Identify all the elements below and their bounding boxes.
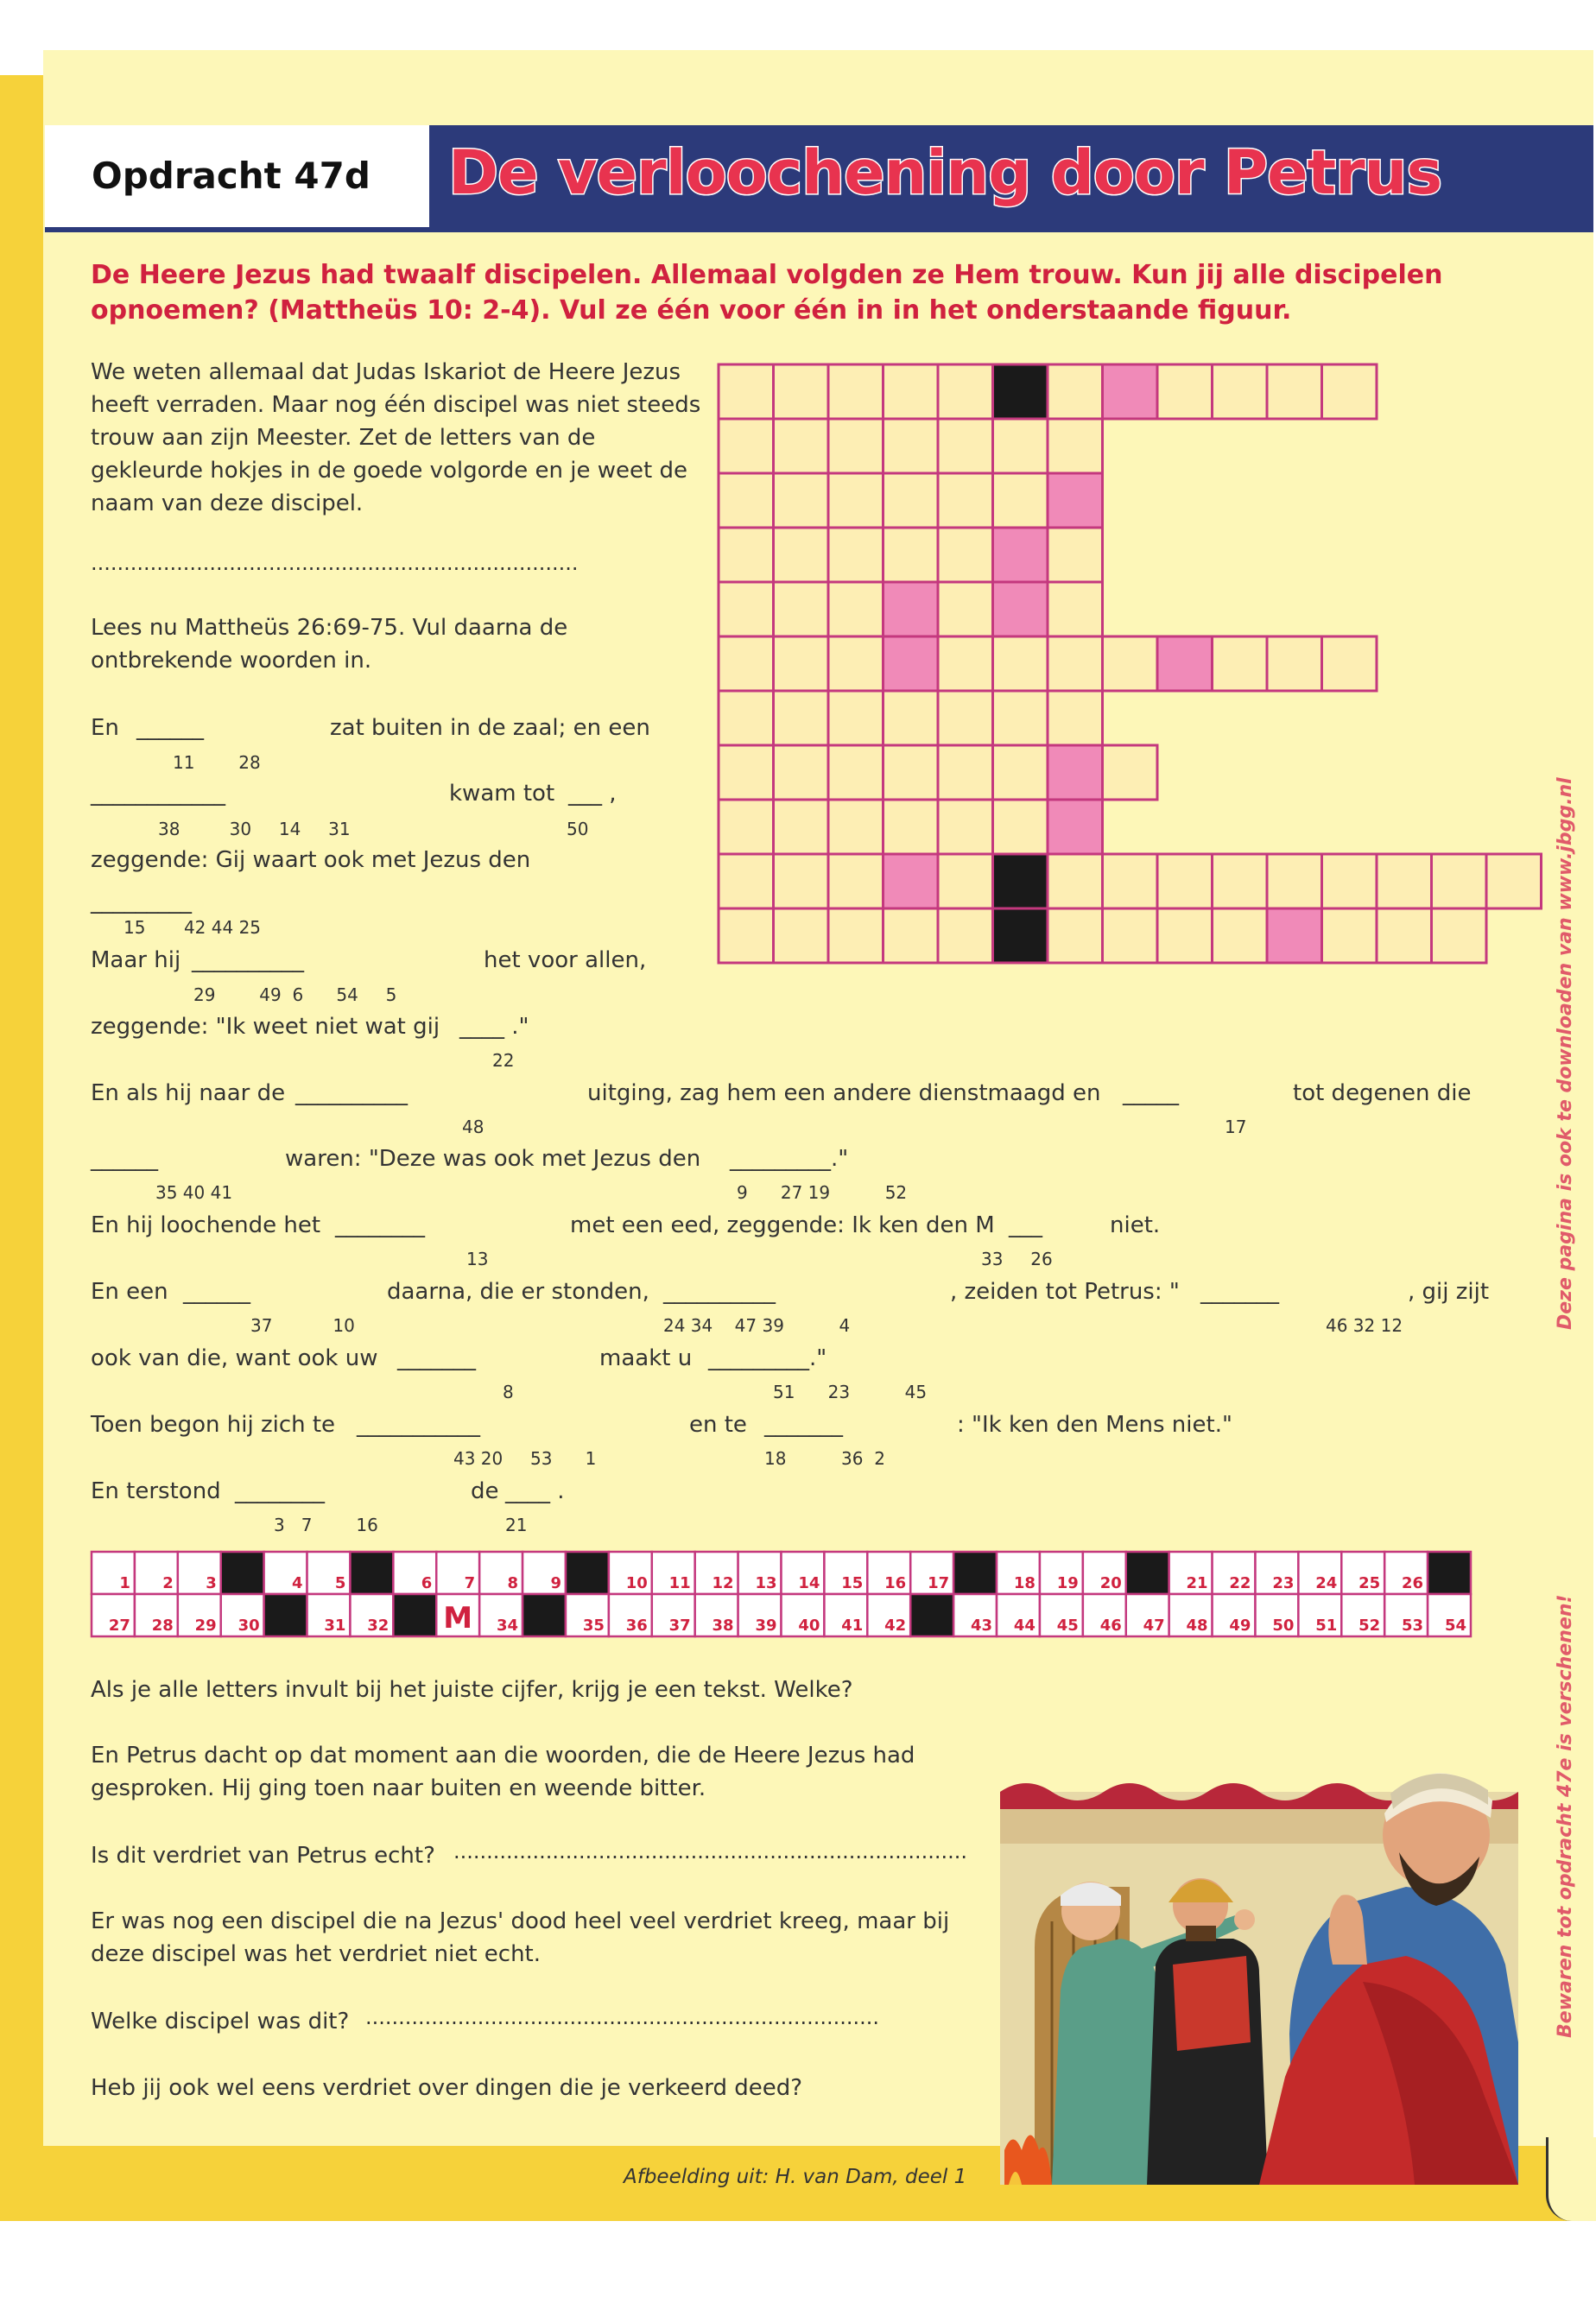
fill-blank-15[interactable]: _______ <box>1200 1279 1279 1305</box>
code-cell-black <box>910 1594 953 1636</box>
code-number: 39 <box>755 1617 777 1635</box>
fill-line-3: zeggende: Gij waart ook met Jezus den <box>91 847 531 873</box>
code-number: 49 <box>1229 1617 1251 1635</box>
paragraph-3: En Petrus dacht op dat moment aan die woorden, die de Heere Jezus had gesproken. Hij ging toen naar buiten en weende bitter. <box>91 1743 915 1801</box>
code-number: 54 <box>1444 1617 1466 1635</box>
code-number: 32 <box>367 1617 390 1635</box>
crossword-cell[interactable] <box>828 745 884 800</box>
crossword-cell[interactable] <box>884 473 939 528</box>
fill-numbers-9a: 13 <box>466 1249 489 1269</box>
crossword-cell[interactable] <box>719 419 774 473</box>
fill-blank-17[interactable]: _________." <box>708 1345 827 1371</box>
crossword-cell[interactable] <box>774 364 829 419</box>
crossword-cell[interactable] <box>1267 854 1322 908</box>
crossword-cell[interactable] <box>1486 854 1542 908</box>
crossword-cell[interactable] <box>993 691 1048 745</box>
fill-line-1-start: En <box>91 715 119 741</box>
crossword-cell-highlight[interactable] <box>1048 745 1103 800</box>
crossword-cell[interactable] <box>1048 854 1103 908</box>
fill-line-10-mid2: , zeiden tot Petrus: " <box>950 1279 1180 1305</box>
code-number: 24 <box>1315 1574 1338 1592</box>
code-number: 11 <box>668 1574 691 1592</box>
fill-numbers-7a: 48 <box>462 1117 484 1137</box>
crossword-cell[interactable] <box>1048 636 1103 691</box>
crossword-cell-black <box>993 908 1048 963</box>
code-cell-black <box>393 1594 436 1636</box>
crossword-cell[interactable] <box>1048 419 1103 473</box>
code-number: 36 <box>625 1617 648 1635</box>
code-strip[interactable] <box>91 1550 1470 1638</box>
fill-numbers-11a: 8 <box>503 1382 514 1402</box>
crossword-cell[interactable] <box>938 691 993 745</box>
crossword-cell[interactable] <box>1322 908 1378 963</box>
code-number: 4 <box>292 1574 303 1592</box>
code-letter: M <box>443 1601 473 1636</box>
crossword-cell[interactable] <box>993 800 1048 854</box>
fill-line-12-start: Toen begon hij zich te <box>91 1412 336 1438</box>
question-4: Heb jij ook wel eens verdriet over dingen die je verkeerd deed? <box>91 2075 803 2101</box>
code-number: 46 <box>1099 1617 1122 1635</box>
code-number: 34 <box>497 1617 519 1635</box>
question-3: Welke discipel was dit? <box>91 2009 350 2034</box>
crossword-cell[interactable] <box>1048 908 1103 963</box>
code-number: 2 <box>162 1574 174 1592</box>
fill-numbers-6: 22 <box>492 1050 515 1071</box>
assignment-label-box <box>45 125 429 232</box>
fill-numbers-8b: 9 27 19 52 <box>737 1182 908 1203</box>
code-number: 17 <box>928 1574 950 1592</box>
code-number: 53 <box>1402 1617 1424 1635</box>
fill-blank-18[interactable]: ___________ <box>357 1412 480 1438</box>
crossword-cell[interactable] <box>938 854 993 908</box>
fill-blank-7[interactable]: __________ <box>295 1080 408 1106</box>
answer-line-2[interactable]: .............................................................................. <box>453 1839 968 1864</box>
code-number: 18 <box>1013 1574 1036 1592</box>
crossword-cell[interactable] <box>774 419 829 473</box>
fill-blank-19[interactable]: _______ <box>764 1412 843 1438</box>
fill-blank-5[interactable]: __________ <box>192 947 304 973</box>
fill-line-11-start: ook van die, want ook uw <box>91 1345 378 1371</box>
code-number: 47 <box>1143 1617 1165 1635</box>
crossword-cell[interactable] <box>938 419 993 473</box>
fill-line-9-start: En hij loochende het <box>91 1212 321 1238</box>
crossword-cell[interactable] <box>938 528 993 582</box>
code-number: 5 <box>334 1574 346 1592</box>
crossword-cell[interactable] <box>774 528 829 582</box>
crossword-cell[interactable] <box>828 473 884 528</box>
fill-blank-14[interactable]: __________ <box>663 1279 776 1305</box>
code-number: 26 <box>1402 1574 1424 1592</box>
code-number: 42 <box>884 1617 907 1635</box>
crossword-cell[interactable] <box>938 364 993 419</box>
crossword-cell[interactable] <box>719 582 774 636</box>
fill-line-10-start: En een <box>91 1279 168 1305</box>
code-cell-black <box>1126 1552 1169 1594</box>
question-2: Is dit verdriet van Petrus echt? <box>91 1843 435 1869</box>
page-curl-decoration <box>1546 2137 1596 2221</box>
crossword-cell[interactable] <box>938 473 993 528</box>
crossword-cell[interactable] <box>884 745 939 800</box>
fill-line-13-start: En terstond <box>91 1478 221 1504</box>
fill-blank-2[interactable]: ____________ <box>91 781 225 807</box>
instruction-paragraph-1: We weten allemaal dat Judas Iskariot de Heere Jezus heeft verraden. Maar nog één discipel was niet steeds trouw aan zijn Meester. Zet de letters van de gekleurde hokjes in de goede volgorde en je weet de naam van deze discipel. <box>91 359 701 516</box>
code-number: 37 <box>668 1617 691 1635</box>
code-number: 12 <box>712 1574 734 1592</box>
fill-numbers-11b: 51 23 45 <box>773 1382 928 1402</box>
fill-line-2-mid: kwam tot <box>449 781 555 807</box>
crossword-cell[interactable] <box>1157 364 1213 419</box>
code-number: 16 <box>884 1574 907 1592</box>
code-number: 50 <box>1272 1617 1295 1635</box>
code-number: 31 <box>324 1617 346 1635</box>
answer-line-1[interactable]: .......................................................................... <box>91 551 579 575</box>
title-bar <box>429 125 1593 232</box>
fill-line-9-end: niet. <box>1110 1212 1161 1238</box>
crossword-cell-highlight[interactable] <box>884 854 939 908</box>
crossword-cell[interactable] <box>1157 854 1213 908</box>
code-number: 38 <box>712 1617 734 1635</box>
crossword-cell[interactable] <box>719 691 774 745</box>
fill-blank-16[interactable]: _______ <box>397 1345 476 1371</box>
crossword-cell[interactable] <box>938 745 993 800</box>
crossword-cell[interactable] <box>828 582 884 636</box>
code-number: 3 <box>206 1574 217 1592</box>
illustration-peter-denial <box>1000 1680 1518 2185</box>
crossword-cell[interactable] <box>1432 908 1487 963</box>
code-cell-black <box>1428 1552 1471 1594</box>
crossword-cell-highlight[interactable] <box>1267 908 1322 963</box>
crossword-grid[interactable] <box>717 363 1546 1019</box>
illustration-caption: Afbeelding uit: H. van Dam, deel 1 <box>624 2166 967 2188</box>
crossword-cell[interactable] <box>1267 636 1322 691</box>
code-number: 1 <box>119 1574 130 1592</box>
crossword-cell[interactable] <box>719 908 774 963</box>
crossword-cell[interactable] <box>938 582 993 636</box>
fill-numbers-10b: 24 34 47 39 4 <box>663 1315 851 1336</box>
crossword-cell[interactable] <box>1213 854 1268 908</box>
fill-blank-1[interactable]: ______ <box>136 715 204 741</box>
crossword-cell-highlight[interactable] <box>1048 800 1103 854</box>
code-number: 28 <box>151 1617 174 1635</box>
crossword-cell[interactable] <box>1048 364 1103 419</box>
crossword-cell[interactable] <box>1377 908 1432 963</box>
crossword-cell[interactable] <box>719 528 774 582</box>
crossword-cell-highlight[interactable] <box>1103 364 1158 419</box>
fill-numbers-12a: 43 20 53 1 <box>453 1448 597 1469</box>
crossword-cell[interactable] <box>719 800 774 854</box>
fill-numbers-1: 11 28 <box>173 752 261 773</box>
code-number: 13 <box>755 1574 777 1592</box>
fill-line-13-mid: de <box>471 1478 499 1504</box>
fill-blank-10[interactable]: _________." <box>730 1146 849 1172</box>
crossword-cell[interactable] <box>828 854 884 908</box>
assignment-label: Opdracht 47d <box>92 155 370 197</box>
fill-line-5-end: het voor allen, <box>484 947 647 973</box>
fill-blank-13[interactable]: ______ <box>183 1279 250 1305</box>
crossword-cell[interactable] <box>828 691 884 745</box>
code-number: 40 <box>798 1617 820 1635</box>
fill-numbers-13b: 21 <box>505 1515 528 1535</box>
crossword-cell[interactable] <box>993 473 1048 528</box>
paragraph-4: Er was nog een discipel die na Jezus' dood heel veel verdriet kreeg, maar bij deze discipel was het verdriet niet echt. <box>91 1908 950 1967</box>
crossword-cell[interactable] <box>993 745 1048 800</box>
crossword-cell[interactable] <box>1048 691 1103 745</box>
crossword-cell[interactable] <box>1103 745 1158 800</box>
crossword-cell[interactable] <box>774 636 829 691</box>
fill-line-12-mid: en te <box>689 1412 747 1438</box>
code-number: 51 <box>1315 1617 1338 1635</box>
crossword-cell[interactable] <box>1213 364 1268 419</box>
crossword-cell-highlight[interactable] <box>993 528 1048 582</box>
fill-line-6-start: zeggende: "Ik weet niet wat gij <box>91 1014 440 1040</box>
crossword-cell-highlight[interactable] <box>1157 636 1213 691</box>
fill-line-7-start: En als hij naar de <box>91 1080 286 1106</box>
code-number: 41 <box>841 1617 864 1635</box>
code-number: 19 <box>1056 1574 1079 1592</box>
crossword-cell[interactable] <box>774 691 829 745</box>
fill-line-1-end: zat buiten in de zaal; en een <box>330 715 650 741</box>
crossword-cell-highlight[interactable] <box>884 582 939 636</box>
code-number: 25 <box>1358 1574 1381 1592</box>
fill-numbers-8a: 35 40 41 <box>155 1182 233 1203</box>
crossword-cell[interactable] <box>884 691 939 745</box>
code-number: 10 <box>625 1574 648 1592</box>
crossword-cell[interactable] <box>828 908 884 963</box>
code-cell-black <box>522 1594 566 1636</box>
fill-blank-9[interactable]: ______ <box>91 1146 158 1172</box>
fill-numbers-9b: 33 26 <box>981 1249 1053 1269</box>
fill-blank-8[interactable]: _____ <box>1123 1080 1179 1106</box>
page-title: De verloochening door Petrus <box>448 137 1442 208</box>
fill-numbers-2: 38 30 14 31 <box>158 819 351 839</box>
crossword-cell[interactable] <box>1432 854 1487 908</box>
crossword-cell[interactable] <box>1322 854 1378 908</box>
crossword-cell[interactable] <box>1157 908 1213 963</box>
crossword-cell-highlight[interactable] <box>1048 473 1103 528</box>
crossword-cell[interactable] <box>1322 636 1378 691</box>
fill-line-7-end: tot degenen die <box>1293 1080 1472 1106</box>
fill-numbers-10a: 37 10 <box>250 1315 355 1336</box>
side-text-download: Deze pagina is ook te downloaden van www.jbgg.nl <box>1555 777 1576 1330</box>
fill-numbers-4: 15 42 44 25 <box>124 917 262 938</box>
code-cell-black <box>221 1552 264 1594</box>
code-number: 23 <box>1272 1574 1295 1592</box>
code-number: 48 <box>1186 1617 1208 1635</box>
crossword-cell-black <box>993 364 1048 419</box>
code-number: 30 <box>238 1617 260 1635</box>
code-number: 52 <box>1358 1617 1381 1635</box>
crossword-cell[interactable] <box>719 745 774 800</box>
fill-line-10-end: , gij zijt <box>1408 1279 1490 1305</box>
fill-numbers-12b: 18 36 2 <box>764 1448 885 1469</box>
code-number: 22 <box>1229 1574 1251 1592</box>
code-number: 35 <box>582 1617 605 1635</box>
code-number: 9 <box>550 1574 561 1592</box>
fill-blank-4[interactable]: _________ <box>91 889 192 914</box>
crossword-cell[interactable] <box>828 636 884 691</box>
code-number: 20 <box>1099 1574 1122 1592</box>
code-cell-black <box>264 1594 307 1636</box>
fill-numbers-2b: 50 <box>567 819 589 839</box>
crossword-cell[interactable] <box>938 908 993 963</box>
crossword-cell[interactable] <box>884 419 939 473</box>
crossword-cell[interactable] <box>828 528 884 582</box>
crossword-cell-highlight[interactable] <box>884 636 939 691</box>
crossword-cell[interactable] <box>1377 854 1432 908</box>
code-cell-black <box>350 1552 393 1594</box>
code-number: 15 <box>841 1574 864 1592</box>
code-number: 14 <box>798 1574 820 1592</box>
code-number: 27 <box>108 1617 130 1635</box>
crossword-cell[interactable] <box>884 364 939 419</box>
crossword-cell[interactable] <box>774 854 829 908</box>
fill-blank-6[interactable]: ____ ." <box>459 1014 529 1040</box>
fill-numbers-10c: 46 32 12 <box>1326 1315 1403 1336</box>
crossword-cell[interactable] <box>719 473 774 528</box>
intro-text: De Heere Jezus had twaalf discipelen. Allemaal volgden ze Hem trouw. Kun jij alle discipelen opnoemen? (Mattheüs 10: 2-4). Vul ze één voor één in in het onderstaande figuur. <box>91 260 1443 326</box>
code-cell-black <box>953 1552 997 1594</box>
crossword-cell[interactable] <box>1322 364 1378 419</box>
crossword-cell[interactable] <box>774 908 829 963</box>
fill-blank-20[interactable]: ________ <box>235 1478 325 1504</box>
fill-line-10-mid: daarna, die er stonden, <box>387 1279 649 1305</box>
crossword-cell[interactable] <box>1048 528 1103 582</box>
fill-line-11-mid: maakt u <box>599 1345 693 1371</box>
fill-numbers-5: 29 49 6 54 5 <box>193 984 397 1005</box>
crossword-cell[interactable] <box>1103 636 1158 691</box>
fill-numbers-7b: 17 <box>1225 1117 1247 1137</box>
crossword-cell[interactable] <box>719 854 774 908</box>
crossword-cell[interactable] <box>884 908 939 963</box>
code-number: 21 <box>1186 1574 1208 1592</box>
crossword-cell-black <box>993 854 1048 908</box>
answer-line-3[interactable]: .............................................................................. <box>365 2005 880 2029</box>
code-cell-black <box>566 1552 609 1594</box>
crossword-cell[interactable] <box>938 636 993 691</box>
crossword-cell[interactable] <box>993 419 1048 473</box>
crossword-cell[interactable] <box>938 800 993 854</box>
fill-line-8-mid: waren: "Deze was ook met Jezus den <box>285 1146 701 1172</box>
fill-blank-12[interactable]: ___ <box>1009 1212 1042 1238</box>
fill-blank-21[interactable]: ____ . <box>505 1478 565 1504</box>
crossword-cell[interactable] <box>828 800 884 854</box>
code-number: 6 <box>421 1574 433 1592</box>
crossword-cell[interactable] <box>993 636 1048 691</box>
crossword-cell[interactable] <box>884 528 939 582</box>
crossword-cell[interactable] <box>719 364 774 419</box>
code-number: 45 <box>1056 1617 1079 1635</box>
crossword-cell[interactable] <box>828 419 884 473</box>
crossword-cell[interactable] <box>1213 636 1268 691</box>
fill-line-5-start: Maar hij <box>91 947 181 973</box>
side-text-keep: Bewaren tot opdracht 47e is verschenen! <box>1555 1594 1576 2038</box>
instruction-paragraph-2: Lees nu Mattheüs 26:69-75. Vul daarna de ontbrekende woorden in. <box>91 615 568 674</box>
fill-line-12-end: : "Ik ken den Mens niet." <box>957 1412 1232 1438</box>
crossword-cell[interactable] <box>1103 854 1158 908</box>
crossword-cell-highlight[interactable] <box>993 582 1048 636</box>
question-1: Als je alle letters invult bij het juiste cijfer, krijg je een tekst. Welke? <box>91 1677 853 1703</box>
fill-blank-3[interactable]: ___ , <box>568 781 617 807</box>
crossword-cell[interactable] <box>774 473 829 528</box>
fill-blank-11[interactable]: ________ <box>335 1212 425 1238</box>
fill-line-9-mid: met een eed, zeggende: Ik ken den M <box>570 1212 995 1238</box>
code-number: 8 <box>507 1574 519 1592</box>
code-number: 43 <box>970 1617 993 1635</box>
code-number: 7 <box>464 1574 476 1592</box>
crossword-cell[interactable] <box>884 800 939 854</box>
code-number: 44 <box>1013 1617 1036 1635</box>
fill-line-7-mid: uitging, zag hem een andere dienstmaagd en <box>587 1080 1101 1106</box>
crossword-cell[interactable] <box>1213 908 1268 963</box>
fill-numbers-13a: 3 7 16 <box>274 1515 378 1535</box>
crossword-cell[interactable] <box>774 582 829 636</box>
crossword-cell[interactable] <box>1103 908 1158 963</box>
crossword-cell[interactable] <box>774 800 829 854</box>
code-number: 29 <box>194 1617 217 1635</box>
crossword-cell[interactable] <box>1048 582 1103 636</box>
crossword-cell[interactable] <box>719 636 774 691</box>
crossword-cell[interactable] <box>828 364 884 419</box>
crossword-cell[interactable] <box>1267 364 1322 419</box>
crossword-cell[interactable] <box>774 745 829 800</box>
